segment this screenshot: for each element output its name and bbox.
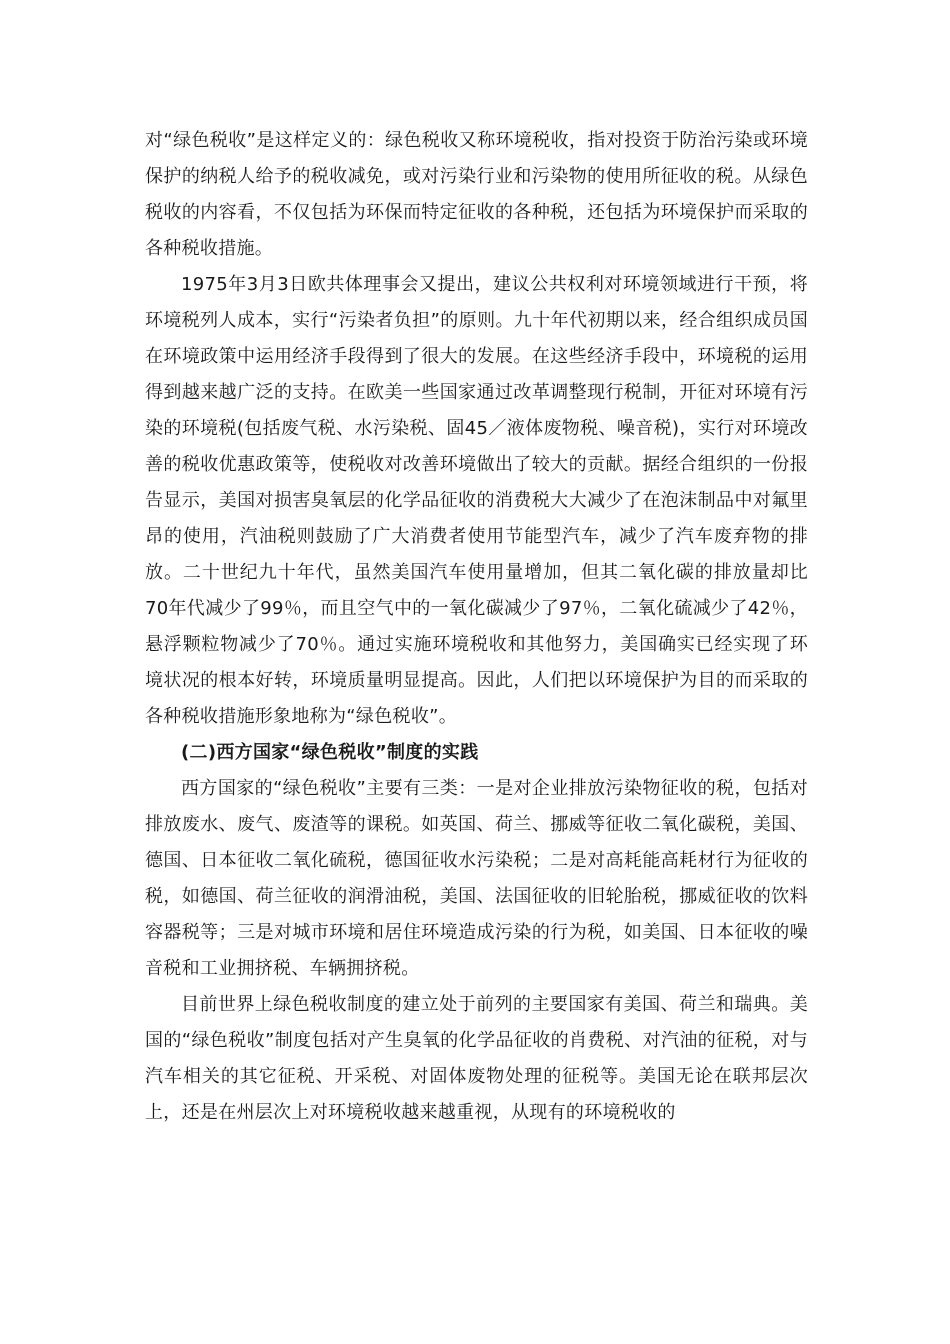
paragraph-leading-countries: 目前世界上绿色税收制度的建立处于前列的主要国家有美国、荷兰和瑞典。美国的“绿色税收”制度包括对产生臭氧的化学品征收的肖费税、对汽油的征税，对与汽车相关的其它征税、开采税、对固体废物处理的征税等。美国无论在联邦层次上，还是在州层次上对环境税收越来越重视，从现有的环境税收的 (145, 994, 808, 1123)
paragraph-eu-environment-tax: 1975年3月3日欧共体理事会又提出，建议公共权利对环境领域进行干预，将环境税列人成本，实行“污染者负担”的原则。九十年代初期以来，经合组织成员国在环境政策中运用经济手段得到了很大的发展。在这些经济手段中，环境税的运用得到越来越广泛的支持。在欧美一些国家通过改革调整现行税制，开征对环境有污染的环境税(包括废气税、水污染税、固45／液体废物税、噪音税)，实行对环境改善的税收优惠政策等，使税收对改善环境做出了较大的贡献。据经合组织的一份报告显示，美国对损害臭氧层的化学品征收的消费税大大减少了在泡沫制品中对氟里昂的使用，汽油税则鼓励了广大消费者使用节能型汽车，减少了汽车废弃物的排放。二十世纪九十年代，虽然美国汽车使用量增加，但其二氧化碳的排放量却比70年代减少了99％，而且空气中的一氧化碳减少了97％，二氧化硫减少了42％，悬浮颗粒物减少了70％。通过实施环境税收和其他努力，美国确实已经实现了环境状况的根本好转，环境质量明显提高。因此，人们把以环境保护为目的而采取的各种税收措施形象地称为“绿色税收”。 (145, 274, 808, 727)
section-heading-western-practice: (二)西方国家“绿色税收”制度的实践 (181, 742, 479, 763)
document-body (145, 123, 808, 1131)
paragraph-green-tax-definition: 对“绿色税收”是这样定义的：绿色税收又称环境税收，指对投资于防治污染或环境保护的纳税人给予的税收减免，或对污染行业和污染物的使用所征收的税。从绿色税收的内容看，不仅包括为环保而特定征收的各种税，还包括为环境保护而采取的各种税收措施。 (145, 130, 808, 259)
paragraph-three-tax-types: 西方国家的“绿色税收”主要有三类：一是对企业排放污染物征收的税，包括对排放废水、废气、废渣等的课税。如英国、荷兰、挪威等征收二氧化碳税，美国、德国、日本征收二氧化硫税，德国征收水污染税；二是对高耗能高耗材行为征收的税，如德国、荷兰征收的润滑油税，美国、法国征收的旧轮胎税，挪威征收的饮料容器税等；三是对城市环境和居住环境造成污染的行为税，如美国、日本征收的噪音税和工业拥挤税、车辆拥挤税。 (145, 778, 808, 979)
